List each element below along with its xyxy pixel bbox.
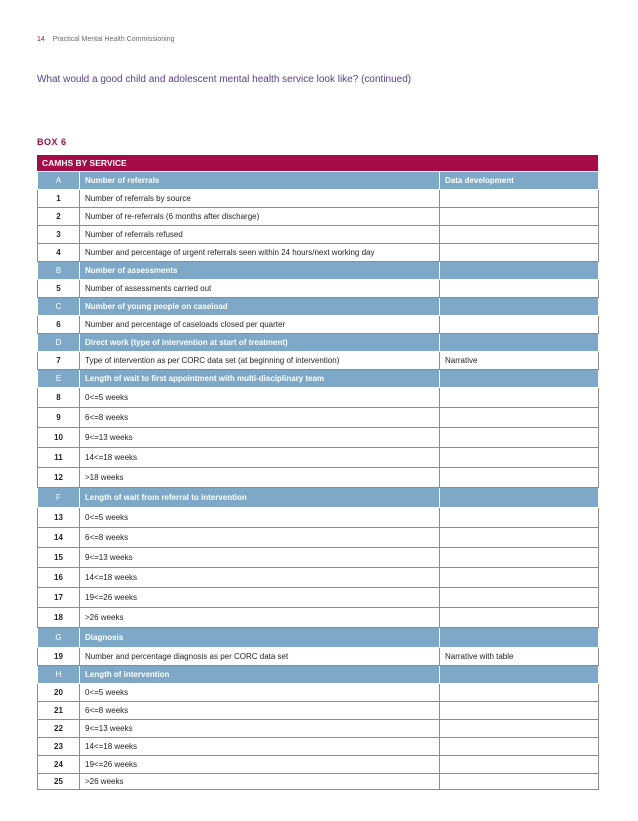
row-label: 6<=8 weeks [80, 528, 440, 548]
row-extra [440, 298, 599, 316]
section-row [38, 298, 599, 316]
row-extra [440, 666, 599, 684]
row-label: 6<=8 weeks [80, 702, 440, 720]
table-row [38, 244, 599, 262]
row-extra [440, 316, 599, 334]
row-label: Number and percentage of urgent referrals seen within 24 hours/next working day [80, 244, 440, 262]
row-extra [440, 738, 599, 756]
row-label: Length of wait from referral to intervention [80, 488, 440, 508]
row-extra [440, 448, 599, 468]
row-label: 9<=13 weeks [80, 428, 440, 448]
row-label: Length of intervention [80, 666, 440, 684]
row-number: E [38, 370, 80, 388]
row-extra [440, 628, 599, 648]
table-body [38, 172, 599, 790]
row-extra [440, 568, 599, 588]
row-number: 8 [38, 388, 80, 408]
row-label: 0<=5 weeks [80, 684, 440, 702]
table-row [38, 608, 599, 628]
row-number: D [38, 334, 80, 352]
table-row [38, 280, 599, 298]
row-label: Number of referrals [80, 172, 440, 190]
row-number: 22 [38, 720, 80, 738]
row-number: 5 [38, 280, 80, 298]
table-row [38, 702, 599, 720]
row-extra [440, 774, 599, 790]
page-number: 14 [37, 36, 45, 43]
row-extra [440, 262, 599, 280]
row-label: 9<=13 weeks [80, 548, 440, 568]
row-extra [440, 588, 599, 608]
row-label: >26 weeks [80, 774, 440, 790]
row-label: Number of referrals refused [80, 226, 440, 244]
section-row [38, 370, 599, 388]
row-label: Number of assessments [80, 262, 440, 280]
row-number: A [38, 172, 80, 190]
row-extra [440, 720, 599, 738]
row-label: 9<=13 weeks [80, 720, 440, 738]
camhs-table [37, 171, 599, 790]
row-number: 9 [38, 408, 80, 428]
row-number: H [38, 666, 80, 684]
running-head-title: Practical Mental Health Commissioning [52, 36, 175, 43]
row-number: 18 [38, 608, 80, 628]
row-number: 7 [38, 352, 80, 370]
table-row [38, 738, 599, 756]
row-label: 14<=18 weeks [80, 568, 440, 588]
row-number: 25 [38, 774, 80, 790]
row-number: 16 [38, 568, 80, 588]
row-extra: Data development [440, 172, 599, 190]
row-label: 14<=18 weeks [80, 448, 440, 468]
table-row [38, 720, 599, 738]
table-row [38, 774, 599, 790]
row-label: Diagnosis [80, 628, 440, 648]
row-number: C [38, 298, 80, 316]
section-row [38, 172, 599, 190]
row-number: B [38, 262, 80, 280]
page-heading: What would a good child and adolescent mental health service look like? (continued) [37, 74, 412, 85]
row-label: Type of intervention as per CORC data set (at beginning of intervention) [80, 352, 440, 370]
row-extra [440, 608, 599, 628]
row-number: 4 [38, 244, 80, 262]
row-number: 17 [38, 588, 80, 608]
row-label: Number and percentage of caseloads closed per quarter [80, 316, 440, 334]
row-number: 20 [38, 684, 80, 702]
row-extra [440, 756, 599, 774]
row-label: Number and percentage diagnosis as per CORC data set [80, 648, 440, 666]
row-label: Number of re-referrals (6 months after discharge) [80, 208, 440, 226]
section-row [38, 666, 599, 684]
row-extra [440, 702, 599, 720]
row-extra: Narrative with table [440, 648, 599, 666]
table-row [38, 208, 599, 226]
row-extra [440, 370, 599, 388]
row-number: 15 [38, 548, 80, 568]
row-label: 19<=26 weeks [80, 588, 440, 608]
row-number: 21 [38, 702, 80, 720]
section-row [38, 334, 599, 352]
table-row [38, 408, 599, 428]
row-number: F [38, 488, 80, 508]
section-row [38, 488, 599, 508]
row-number: 6 [38, 316, 80, 334]
row-number: 13 [38, 508, 80, 528]
row-number: 1 [38, 190, 80, 208]
row-extra [440, 280, 599, 298]
row-label: Length of wait to first appointment with multi-disciplinary team [80, 370, 440, 388]
row-extra [440, 244, 599, 262]
row-extra [440, 226, 599, 244]
row-extra: Narrative [440, 352, 599, 370]
row-number: G [38, 628, 80, 648]
row-extra [440, 388, 599, 408]
table-row [38, 316, 599, 334]
row-label: >26 weeks [80, 608, 440, 628]
table-row [38, 508, 599, 528]
running-head [37, 36, 175, 43]
row-number: 23 [38, 738, 80, 756]
table-row [38, 352, 599, 370]
row-number: 14 [38, 528, 80, 548]
table-row [38, 548, 599, 568]
row-label: 14<=18 weeks [80, 738, 440, 756]
table-row [38, 568, 599, 588]
row-label: 0<=5 weeks [80, 388, 440, 408]
table-row [38, 588, 599, 608]
table-row [38, 428, 599, 448]
table-row [38, 756, 599, 774]
row-label: >18 weeks [80, 468, 440, 488]
row-number: 3 [38, 226, 80, 244]
table-row [38, 468, 599, 488]
row-extra [440, 488, 599, 508]
row-extra [440, 208, 599, 226]
table-row [38, 226, 599, 244]
row-label: Number of referrals by source [80, 190, 440, 208]
row-extra [440, 190, 599, 208]
row-label: 6<=8 weeks [80, 408, 440, 428]
section-row [38, 628, 599, 648]
row-number: 12 [38, 468, 80, 488]
table-row [38, 190, 599, 208]
row-extra [440, 428, 599, 448]
row-label: Direct work (type of intervention at start of treatment) [80, 334, 440, 352]
row-extra [440, 468, 599, 488]
row-extra [440, 548, 599, 568]
row-label: 0<=5 weeks [80, 508, 440, 528]
row-label: Number of young people on caseload [80, 298, 440, 316]
row-extra [440, 508, 599, 528]
table-row [38, 448, 599, 468]
row-number: 10 [38, 428, 80, 448]
table-row [38, 388, 599, 408]
row-extra [440, 408, 599, 428]
row-extra [440, 684, 599, 702]
table-row [38, 648, 599, 666]
table-row [38, 528, 599, 548]
row-label: 19<=26 weeks [80, 756, 440, 774]
section-row [38, 262, 599, 280]
box-title: CAMHS BY SERVICE [37, 155, 598, 171]
row-number: 11 [38, 448, 80, 468]
row-number: 24 [38, 756, 80, 774]
table-row [38, 684, 599, 702]
box-label: BOX 6 [37, 137, 67, 147]
row-extra [440, 334, 599, 352]
row-label: Number of assessments carried out [80, 280, 440, 298]
row-extra [440, 528, 599, 548]
row-number: 2 [38, 208, 80, 226]
row-number: 19 [38, 648, 80, 666]
